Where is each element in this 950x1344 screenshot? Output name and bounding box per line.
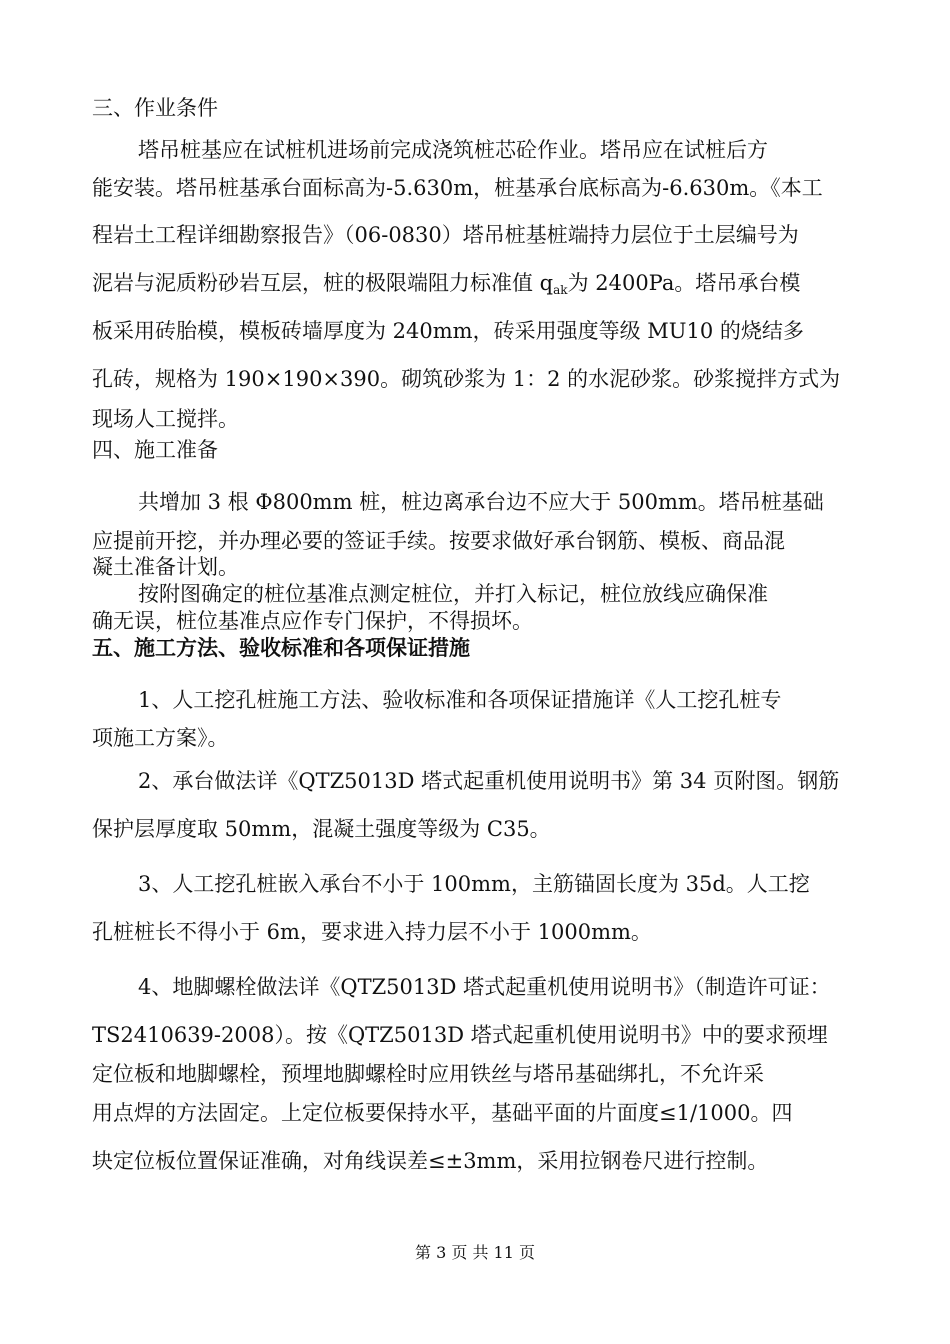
list-item-line: 项施工方案》。 (92, 726, 229, 750)
paragraph-line: 板采用砖胎模，模板砖墙厚度为 240mm，砖采用强度等级 MU10 的烧结多 (92, 319, 804, 343)
list-item-line: 4、地脚螺栓做法详《QTZ5013D 塔式起重机使用说明书》（制造许可证： (138, 975, 831, 999)
text-run: 为 2400Pa。塔吊承台模 (567, 271, 801, 295)
paragraph-line: 共增加 3 根 Φ800mm 桩，桩边离承台边不应大于 500mm。塔吊桩基础 (138, 490, 824, 514)
list-item-line: TS2410639-2008）。按《QTZ5013D 塔式起重机使用说明书》中的要求预埋 (92, 1023, 828, 1047)
list-item-line: 孔桩桩长不得小于 6m，要求进入持力层不小于 1000mm。 (92, 920, 652, 944)
list-item-line: 1、人工挖孔桩施工方法、验收标准和各项保证措施详《人工挖孔桩专 (138, 688, 782, 712)
section-heading-4: 四、施工准备 (92, 438, 218, 462)
paragraph-line: 塔吊桩基应在试桩机进场前完成浇筑桩芯砼作业。塔吊应在试桩后方 (138, 138, 768, 162)
section-heading-5: 五、施工方法、验收标准和各项保证措施 (92, 635, 470, 660)
subscript: ak (553, 283, 568, 297)
paragraph-line: 程岩土工程详细勘察报告》（06-0830）塔吊桩基桩端持力层位于土层编号为 (92, 223, 799, 247)
section-heading-3: 三、作业条件 (92, 96, 218, 120)
paragraph-line: 孔砖，规格为 190×190×390。砌筑砂浆为 1：2 的水泥砂浆。砂浆搅拌方式为 (92, 367, 841, 391)
text-run: 泥岩与泥质粉砂岩互层，桩的极限端阻力标准值 q (92, 271, 554, 295)
list-item-line: 2、承台做法详《QTZ5013D 塔式起重机使用说明书》第 34 页附图。钢筋 (138, 769, 840, 793)
paragraph-line: 凝土准备计划。 (92, 555, 239, 579)
paragraph-line (92, 269, 800, 304)
paragraph-line: 应提前开挖，并办理必要的签证手续。按要求做好承台钢筋、模板、商品混 (92, 529, 785, 553)
list-item-line: 保护层厚度取 50mm，混凝土强度等级为 C35。 (92, 817, 551, 841)
page-number-footer: 第 3 页 共 11 页 (415, 1243, 535, 1262)
paragraph-line: 按附图确定的桩位基准点测定桩位，并打入标记，桩位放线应确保准 (138, 582, 768, 606)
paragraph-line: 现场人工搅拌。 (92, 407, 239, 431)
list-item-line: 定位板和地脚螺栓，预埋地脚螺栓时应用铁丝与塔吊基础绑扎，不允许采 (92, 1062, 764, 1086)
list-item-line: 3、人工挖孔桩嵌入承台不小于 100mm，主筋锚固长度为 35d。人工挖 (138, 872, 810, 896)
paragraph-line: 能安装。塔吊桩基承台面标高为-5.630m，桩基承台底标高为-6.630m。《本工 (92, 176, 823, 200)
paragraph-line: 确无误，桩位基准点应作专门保护，不得损坏。 (92, 609, 533, 633)
list-item-line: 块定位板位置保证准确，对角线误差≤±3mm，采用拉钢卷尺进行控制。 (92, 1149, 769, 1173)
list-item-line: 用点焊的方法固定。上定位板要保持水平，基础平面的片面度≤1/1000。四 (92, 1101, 793, 1125)
